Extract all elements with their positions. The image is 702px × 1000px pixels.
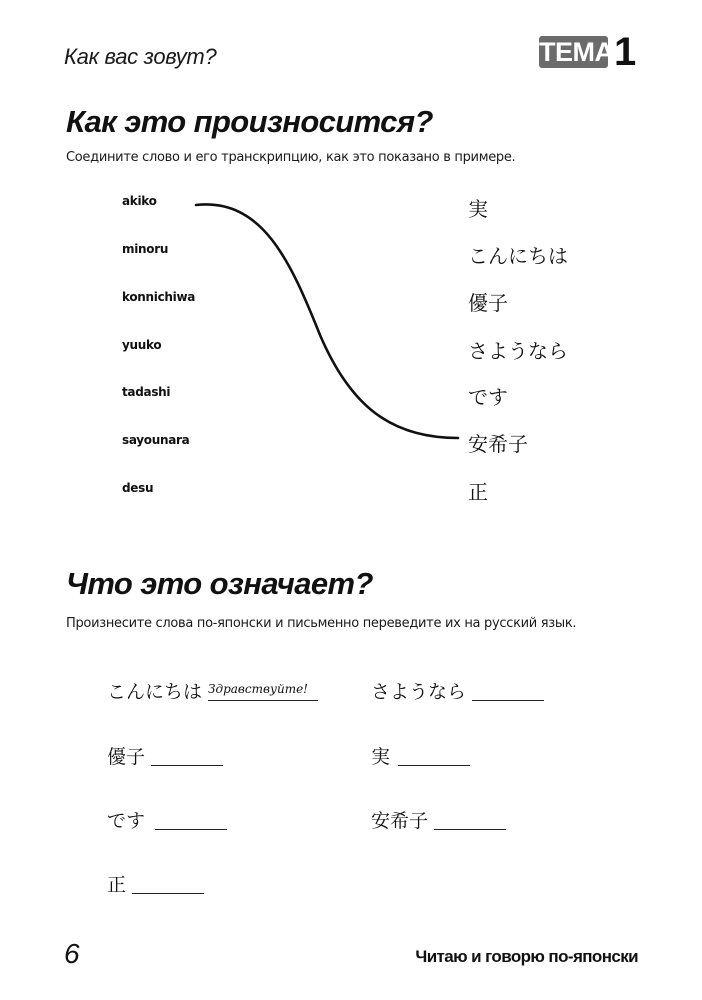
japanese-word-akiko[interactable]: 安希子	[468, 432, 528, 456]
japanese-word-minoru[interactable]: 実	[468, 197, 488, 221]
japanese-word-yuuko[interactable]: 優子	[468, 291, 508, 315]
translation-word: こんにちは	[107, 681, 203, 703]
translation-answer-field[interactable]	[434, 809, 506, 830]
romaji-konnichiwa[interactable]: konnichiwa	[122, 290, 196, 304]
translation-word: 正	[107, 874, 127, 896]
japanese-word-desu[interactable]: です	[468, 385, 508, 409]
translation-item	[371, 809, 506, 833]
section2-instruction: Произнесите слова по-японски и письменно переведите их на русский язык.	[66, 616, 577, 631]
translation-word: 優子	[107, 746, 146, 768]
romaji-yuuko[interactable]: yuuko	[122, 338, 162, 352]
romaji-minoru[interactable]: minoru	[122, 242, 169, 256]
translation-item	[107, 873, 204, 897]
translation-word: 安希子	[371, 810, 429, 832]
page-number: 6	[64, 938, 80, 969]
section1-instruction: Соедините слово и его транскрипцию, как это показано в примере.	[66, 150, 516, 165]
translation-word: さようなら	[371, 681, 467, 703]
translation-item	[371, 745, 470, 769]
topic-number: 1	[614, 30, 637, 74]
translation-answer-field[interactable]	[155, 809, 227, 830]
romaji-desu[interactable]: desu	[122, 481, 154, 495]
match-line-akiko	[196, 204, 458, 438]
translation-item	[107, 809, 227, 833]
page-header-title: Как вас зовут?	[64, 44, 217, 69]
section1-heading: Как это произносится?	[66, 104, 433, 139]
romaji-tadashi[interactable]: tadashi	[122, 385, 171, 399]
translation-word: です	[107, 810, 146, 832]
translation-item	[107, 745, 223, 769]
translation-item	[371, 680, 544, 704]
translation-answer-field[interactable]	[398, 745, 470, 766]
translation-word: 実	[371, 746, 391, 768]
section2-heading: Что это означает?	[66, 566, 373, 601]
romaji-sayounara[interactable]: sayounara	[122, 433, 190, 447]
translation-answer-field[interactable]: Здравствуйте!	[208, 680, 318, 701]
translation-answer-field[interactable]	[132, 873, 204, 894]
translation-answer-field[interactable]	[151, 745, 223, 766]
translation-item	[107, 680, 318, 704]
topic-badge: ТЕМА	[539, 37, 614, 67]
book-title: Читаю и говорю по-японски	[415, 947, 638, 966]
japanese-word-tadashi[interactable]: 正	[468, 480, 488, 504]
romaji-akiko[interactable]: akiko	[122, 194, 157, 208]
japanese-word-konnichiwa[interactable]: こんにちは	[468, 244, 568, 268]
translation-answer-field[interactable]	[472, 680, 544, 701]
japanese-word-sayounara[interactable]: さようなら	[468, 339, 568, 363]
